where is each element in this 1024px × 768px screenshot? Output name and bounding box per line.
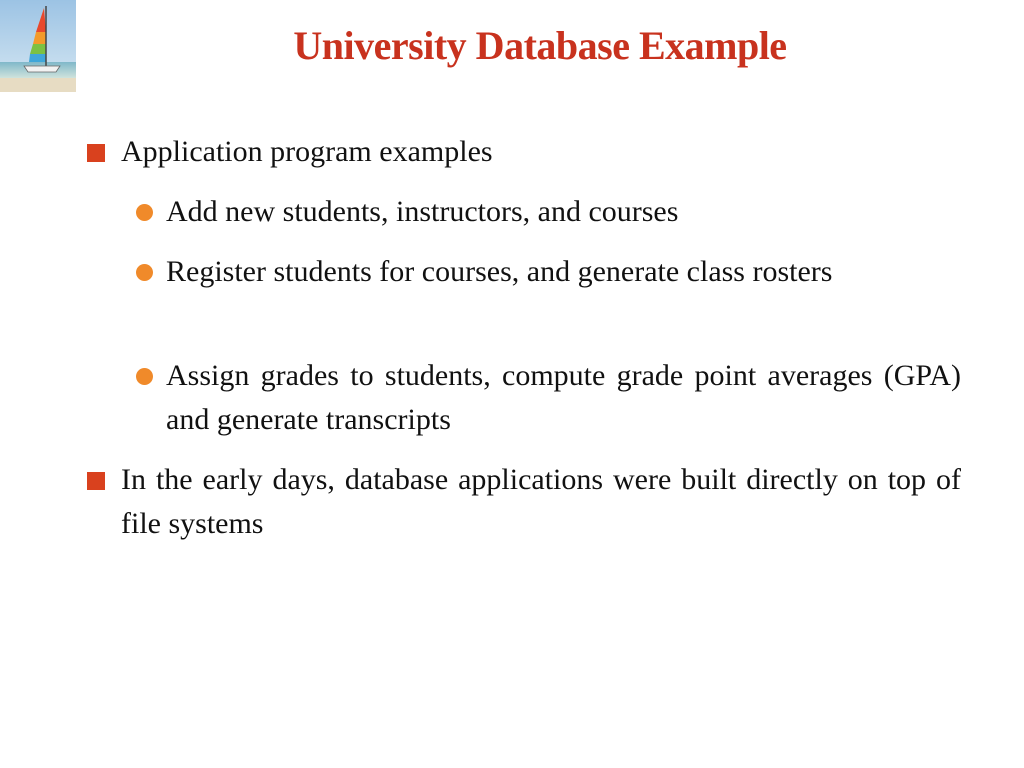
sub-bullet-3-text: Assign grades to students, compute grade point averages (GPA) and generate transcripts <box>166 359 961 436</box>
sub-bullet-2-text: Register students for courses, and generate class rosters <box>166 255 833 288</box>
square-bullet-icon <box>87 144 105 162</box>
bullet-1-text: Application program examples <box>121 135 493 168</box>
dot-bullet-icon <box>136 204 153 221</box>
square-bullet-icon <box>87 472 105 490</box>
sub-bullet-1-text: Add new students, instructors, and courses <box>166 195 679 228</box>
dot-bullet-icon <box>136 368 153 385</box>
dot-bullet-icon <box>136 264 153 281</box>
bullet-2-text: In the early days, database applications were built directly on top of file systems <box>121 463 961 540</box>
slide-title: University Database Example <box>293 23 787 68</box>
